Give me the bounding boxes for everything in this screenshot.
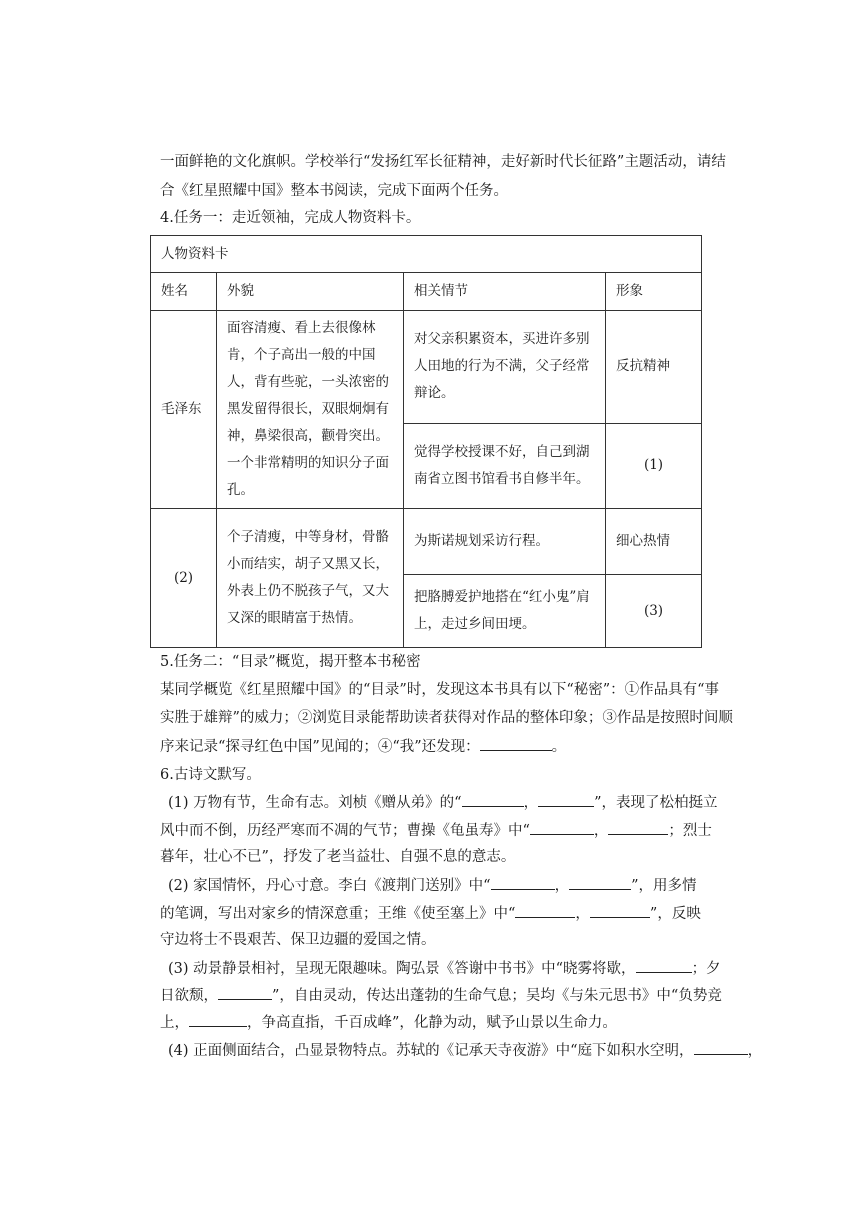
q6-text: ”，表现了松柏挺立 [594,795,718,811]
q6-text: 日欲颓， [160,988,218,1004]
q6-text: ， [747,1043,763,1059]
answer-blank[interactable] [636,958,692,973]
q6-1-line-3: 暮年，壮心不已”，抒发了老当益壮、自强不息的意志。 [160,849,516,865]
q6-text: ， [575,906,590,922]
q6-3-line-3 [160,1012,617,1033]
answer-blank[interactable] [491,875,555,890]
plot-cell: 觉得学校授课不好，自己到湖南省立图书馆看书自修半年。 [404,423,606,509]
plot-cell: 对父亲积累资本，买进许多别人田地的行为不满，父子经常辩论。 [404,311,606,424]
answer-blank[interactable] [569,875,631,890]
q6-text: (1) 万物有节，生命有志。刘桢《赠从弟》的“ [168,795,462,811]
q5-line-3-text: 序来记录“探寻红色中国”见闻的；④“我”还发现： [160,739,480,755]
q6-3-line-2 [160,985,722,1006]
image-cell: 反抗精神 [606,311,702,424]
q5-line-1: 某同学概览《红星照耀中国》的“目录”时，发现这本书具有以下“秘密”：①作品具有“事 [160,682,720,698]
q6-4-line-1 [168,1040,762,1061]
appearance-cell-mao: 面容清瘦、看上去很像林肯，个子高出一般的中国人，背有些驼，一头浓密的黑发留得很长，双眼炯炯有神，鼻梁很高，颧骨突出。一个非常精明的知识分子面孔。 [217,311,404,509]
answer-blank[interactable] [462,792,524,807]
q6-text: ；烈士 [668,823,712,839]
q6-text: (4) 正面侧面结合，凸显景物特点。苏轼的《记承天寺夜游》中“庭下如积水空明， [168,1043,694,1059]
header-plot: 相关情节 [404,273,606,311]
q6-text: 的笔调，写出对家乡的情深意重；王维《使至塞上》中“ [160,906,516,922]
q6-2-line-1 [168,875,696,896]
question-6-title: 6.古诗文默写。 [160,767,261,783]
q6-1-line-1 [168,792,717,813]
image-blank-3: (3) [606,575,702,648]
plot-cell: 把胳膊爱护地搭在“红小鬼”肩上，走过乡间田埂。 [404,575,606,648]
q6-2-line-3: 守边将士不畏艰苦、保卫边疆的爱国之情。 [160,932,436,948]
answer-blank[interactable] [515,903,575,918]
q6-text: (2) 家国情怀，丹心寸意。李白《渡荆门送别》中“ [168,878,491,894]
answer-blank[interactable] [608,820,668,835]
answer-blank[interactable] [694,1040,748,1055]
card-title: 人物资料卡 [151,236,702,273]
image-cell: 细心热情 [606,509,702,575]
name-blank-2: (2) [151,509,217,648]
answer-blank[interactable] [538,792,594,807]
header-name: 姓名 [151,273,217,311]
q6-3-line-1 [168,958,721,979]
header-image: 形象 [606,273,702,311]
q6-text: 上， [160,1015,189,1031]
image-blank-1: (1) [606,423,702,509]
answer-blank[interactable] [218,985,272,1000]
q6-2-line-2 [160,903,701,924]
q5-line-3-end: 。 [551,739,567,755]
q6-text: ， [593,823,609,839]
q6-text: ”，反映 [649,906,701,922]
q6-text: ， [523,795,539,811]
intro-line-1: 一面鲜艳的文化旗帜。学校举行“发扬红军长征精神，走好新时代长征路”主题活动，请结 [160,154,726,170]
q6-1-line-2 [160,820,712,841]
character-info-card [150,235,702,648]
appearance-cell-2: 个子清瘦，中等身材，骨骼小而结实，胡子又黑又长，外表上仍不脱孩子气，又大又深的眼睛富于热情。 [217,509,404,648]
answer-blank[interactable] [590,903,650,918]
q6-text: ；夕 [691,961,721,977]
answer-blank[interactable] [189,1012,247,1027]
question-4-title: 4.任务一：走近领袖，完成人物资料卡。 [160,210,421,226]
answer-blank[interactable] [530,820,594,835]
q6-text: ”，用多情 [631,878,697,894]
q5-line-3 [160,736,566,757]
q5-line-2: 实胜于雄辩”的威力；②浏览目录能帮助读者获得对作品的整体印象；③作品是按照时间顺 [160,710,733,726]
q6-text: 风中而不倒，历经严寒而不凋的气节；曹操《龟虽寿》中“ [160,823,530,839]
q6-text: ，争高直指，千百成峰”，化静为动，赋予山景以生命力。 [247,1015,617,1031]
question-5-title: 5.任务二：“目录”概览，揭开整本书秘密 [160,654,421,670]
name-cell-mao: 毛泽东 [151,311,217,509]
plot-cell: 为斯诺规划采访行程。 [404,509,606,575]
q6-text: ”，自由灵动，传达出蓬勃的生命气息；吴均《与朱元思书》中“负势竞 [272,988,722,1004]
intro-line-2: 合《红星照耀中国》整本书阅读，完成下面两个任务。 [160,183,508,199]
q6-text: ， [554,878,570,894]
header-appearance: 外貌 [217,273,404,311]
q6-text: (3) 动景静景相衬，呈现无限趣味。陶弘景《答谢中书书》中“晓雾将歇， [168,961,636,977]
answer-blank[interactable] [480,736,552,751]
